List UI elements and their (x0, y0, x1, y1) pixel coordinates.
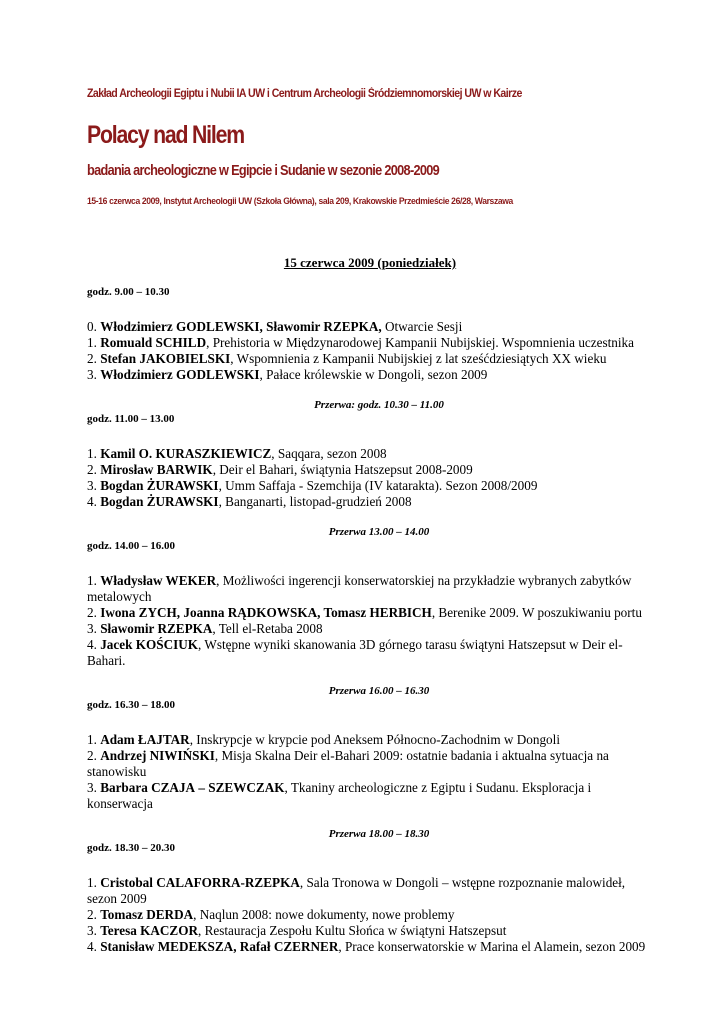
talk-item: 1. Adam ŁAJTAR, Inskrypcje w krypcie pod Aneksem Północno-Zachodnim w Dongoli (87, 732, 560, 747)
speaker-name: ERDA (155, 907, 194, 922)
speaker-name: Włodzimierz G (100, 367, 187, 382)
speaker-name: ACZOR (150, 923, 198, 938)
speaker-name: Iwona Z (100, 605, 148, 620)
document-page (87, 88, 647, 955)
speaker-name: , Tomasz H (317, 605, 380, 620)
talk-item: 4. Bogdan ŻURAWSKI, Banganarti, listopad-grudzień 2008 (87, 494, 412, 509)
speaker-name: , Sławomir R (259, 319, 333, 334)
speaker-name: , (378, 319, 382, 334)
speaker-name: Sławomir R (100, 621, 167, 636)
speaker-name: EKER (178, 573, 217, 588)
speaker-name: URASZKIEWICZ (165, 446, 272, 461)
speaker-name: Bogdan Ż (100, 494, 156, 509)
break-line: Przerwa: godz. 10.30 – 11.00 (314, 399, 444, 411)
talk-title: Otwarcie Sesji (381, 319, 463, 334)
break-line: Przerwa 13.00 – 14.00 (328, 526, 430, 538)
session-time: godz. 18.30 – 20.30 (87, 842, 175, 854)
speaker-name: ODLEWSKI (186, 319, 260, 334)
talk-item: 2. Andrzej NIWIŃSKI, Misja Skalna Deir el-Bahari 2009: ostatnie badania i aktualna sytuacja na stanowisku (87, 748, 609, 779)
talk-item: 2. Mirosław BARWIK, Deir el Bahari, świątynia Hatszepsut 2008-2009 (87, 462, 473, 477)
talk-title: , Inskrypcje w krypcie pod Aneksem Północno-Zachodnim w Dongoli (189, 732, 560, 747)
talk-item: 3. Barbara CZAJA – SZEWCZAK, Tkaniny archeologiczne z Egiptu i Sudanu. Eksploracja i konserwacja (87, 780, 592, 811)
talk-item: 2. Tomasz DERDA, Naqlun 2008: nowe dokumenty, nowe problemy (87, 907, 455, 922)
speaker-name: – S (195, 780, 216, 795)
speaker-name: Adam Ł (100, 732, 147, 747)
talk-list (87, 732, 647, 812)
document-title: Polacy nad Nilem (87, 121, 244, 149)
speaker-name: ZERNER (283, 939, 339, 954)
talk-title: , Sala Tronowa w Dongoli – wstępne rozpoznanie malowideł, sezon 2009 (87, 875, 626, 906)
session-list (87, 286, 647, 955)
talk-title: , Berenike 2009. W poszukiwaniu portu (431, 605, 642, 620)
session-time: godz. 11.00 – 13.00 (87, 413, 175, 425)
speaker-name: OŚCIUK (145, 637, 199, 652)
speaker-name: Jacek K (100, 637, 146, 652)
speaker-name: CHILD (162, 335, 207, 350)
speaker-name: Cristobal C (100, 875, 166, 890)
session-time: godz. 14.00 – 16.00 (87, 540, 175, 552)
speaker-name: ZAJA (160, 780, 196, 795)
talk-item: 4. Stanisław MEDEKSZA, Rafał CZERNER, Prace konserwatorskie w Marina el Alamein, sezon 2009 (87, 939, 646, 954)
organizer-line: Zakład Archeologii Egiptu i Nubii IA UW i Centrum Archeologii Śródziemnomorskiej UW w Kairze (87, 88, 522, 100)
speaker-name: , Rafał C (233, 939, 284, 954)
speaker-name: Andrzej N (100, 748, 160, 763)
day-heading: 15 czerwca 2009 (poniedziałek) (283, 255, 457, 270)
talk-item: 2. Stefan JAKOBIELSKI, Wspomnienia z Kampanii Nubijskiej z lat sześćdziesiątych XX wieku (87, 351, 607, 366)
speaker-name: URAWSKI (155, 494, 219, 509)
talk-list (87, 573, 647, 669)
break-line: Przerwa 16.00 – 16.30 (328, 685, 430, 697)
talk-title: , Prehistoria w Międzynarodowej Kampanii Nubijskiej. Wspomnienia uczestnika (206, 335, 634, 350)
venue-line: 15-16 czerwca 2009, Instytut Archeologii UW (Szkoła Główna), sala 209, Krakowskie Przedmieście 26/28, Warszawa (87, 196, 513, 207)
talk-item: 1. Romuald SCHILD, Prehistoria w Międzynarodowej Kampanii Nubijskiej. Wspomnienia uczestnika (87, 335, 634, 350)
speaker-name: AKOBIELSKI (145, 351, 231, 366)
speaker-name: Tomasz D (100, 907, 156, 922)
speaker-name: -R (240, 875, 255, 890)
speaker-name: Stefan J (100, 351, 146, 366)
talk-list (87, 446, 647, 510)
speaker-name: Włodzimierz G (100, 319, 187, 334)
speaker-name: ODLEWSKI (186, 367, 260, 382)
break-line: Przerwa 18.00 – 18.30 (328, 828, 430, 840)
speaker-name: ZEPKA (166, 621, 213, 636)
talk-item: 1. Władysław WEKER, Możliwości ingerencji konserwatorskiej na przykładzie wybranych zabytków metalowych (87, 573, 632, 604)
session-time: godz. 16.30 – 18.00 (87, 699, 175, 711)
talk-title: , Deir el Bahari, świątynia Hatszepsut 2008-2009 (212, 462, 473, 477)
speaker-name: Mirosław B (100, 462, 166, 477)
talk-title: , Tkaniny archeologiczne z Egiptu i Sudanu. Eksploracja i konserwacja (87, 780, 592, 811)
speaker-name: IWIŃSKI (159, 748, 215, 763)
session-time: godz. 9.00 – 10.30 (87, 286, 170, 298)
speaker-name: EDEKSZA (170, 939, 234, 954)
talk-item: 1. Kamil O. KURASZKIEWICZ, Saqqara, sezon 2008 (87, 446, 387, 461)
speaker-name: YCH (147, 605, 177, 620)
talk-title: , Wspomnienia z Kampanii Nubijskiej z lat sześćdziesiątych XX wieku (230, 351, 607, 366)
document-subtitle: badania archeologiczne w Egipcie i Sudanie w sezonie 2008-2009 (87, 163, 440, 179)
talk-title: , Saqqara, sezon 2008 (271, 446, 387, 461)
speaker-name: Kamil O. K (100, 446, 166, 461)
talk-item: 0. Włodzimierz GODLEWSKI, Sławomir RZEPKA, Otwarcie Sesji (87, 319, 463, 334)
speaker-name: URAWSKI (155, 478, 219, 493)
talk-item: 4. Jacek KOŚCIUK, Wstępne wyniki skanowania 3D górnego tarasu świątyni Hatszepsut w Deir el-Bahari. (87, 637, 623, 668)
talk-list (87, 875, 647, 955)
speaker-name: , Joanna R (176, 605, 238, 620)
speaker-name: Teresa K (100, 923, 151, 938)
speaker-name: Barbara C (100, 780, 161, 795)
speaker-name: Bogdan Ż (100, 478, 156, 493)
talk-list (87, 319, 647, 383)
speaker-name: Władysław W (100, 573, 179, 588)
speaker-name: Romuald S (100, 335, 163, 350)
speaker-name: Stanisław M (100, 939, 171, 954)
talk-item: 1. Cristobal CALAFORRA-RZEPKA, Sala Tronowa w Dongoli – wstępne rozpoznanie malowideł, sezon 2009 (87, 875, 626, 906)
talk-title: , Restauracja Zespołu Kultu Słońca w świątyni Hatszepsut (198, 923, 507, 938)
speaker-name: ERBICH (379, 605, 432, 620)
speaker-name: ZEPKA (254, 875, 300, 890)
talk-title: , Misja Skalna Deir el-Bahari 2009: ostatnie badania i aktualna sytuacja na stanowisku (87, 748, 609, 779)
talk-title: , Prace konserwatorskie w Marina el Alamein, sezon 2009 (338, 939, 646, 954)
talk-item: 3. Włodzimierz GODLEWSKI, Pałace królewskie w Dongoli, sezon 2009 (87, 367, 488, 382)
talk-title: , Tell el-Retaba 2008 (212, 621, 323, 636)
talk-title: , Pałace królewskie w Dongoli, sezon 2009 (259, 367, 488, 382)
talk-item: 3. Teresa KACZOR, Restauracja Zespołu Kultu Słońca w świątyni Hatszepsut (87, 923, 507, 938)
speaker-name: ZEPKA (332, 319, 379, 334)
talk-item: 3. Bogdan ŻURAWSKI, Umm Saffaja - Szemchija (IV katarakta). Sezon 2008/2009 (87, 478, 538, 493)
speaker-name: ARWIK (165, 462, 213, 477)
talk-title: , Naqlun 2008: nowe dokumenty, nowe problemy (193, 907, 455, 922)
talk-item: 3. Sławomir RZEPKA, Tell el-Retaba 2008 (87, 621, 323, 636)
speaker-name: ALAFORRA (165, 875, 241, 890)
talk-title: , Umm Saffaja - Szemchija (IV katarakta). Sezon 2008/2009 (218, 478, 538, 493)
talk-title: , Możliwości ingerencji konserwatorskiej na przykładzie wybranych zabytków metalowych (87, 573, 632, 604)
speaker-name: AJTAR (146, 732, 190, 747)
speaker-name: ĄDKOWSKA (237, 605, 318, 620)
speaker-name: ZEWCZAK (215, 780, 285, 795)
talk-title: , Wstępne wyniki skanowania 3D górnego tarasu świątyni Hatszepsut w Deir el-Bahari. (87, 637, 623, 668)
talk-title: , Banganarti, listopad-grudzień 2008 (218, 494, 412, 509)
talk-item: 2. Iwona ZYCH, Joanna RĄDKOWSKA, Tomasz HERBICH, Berenike 2009. W poszukiwaniu portu (87, 605, 642, 620)
